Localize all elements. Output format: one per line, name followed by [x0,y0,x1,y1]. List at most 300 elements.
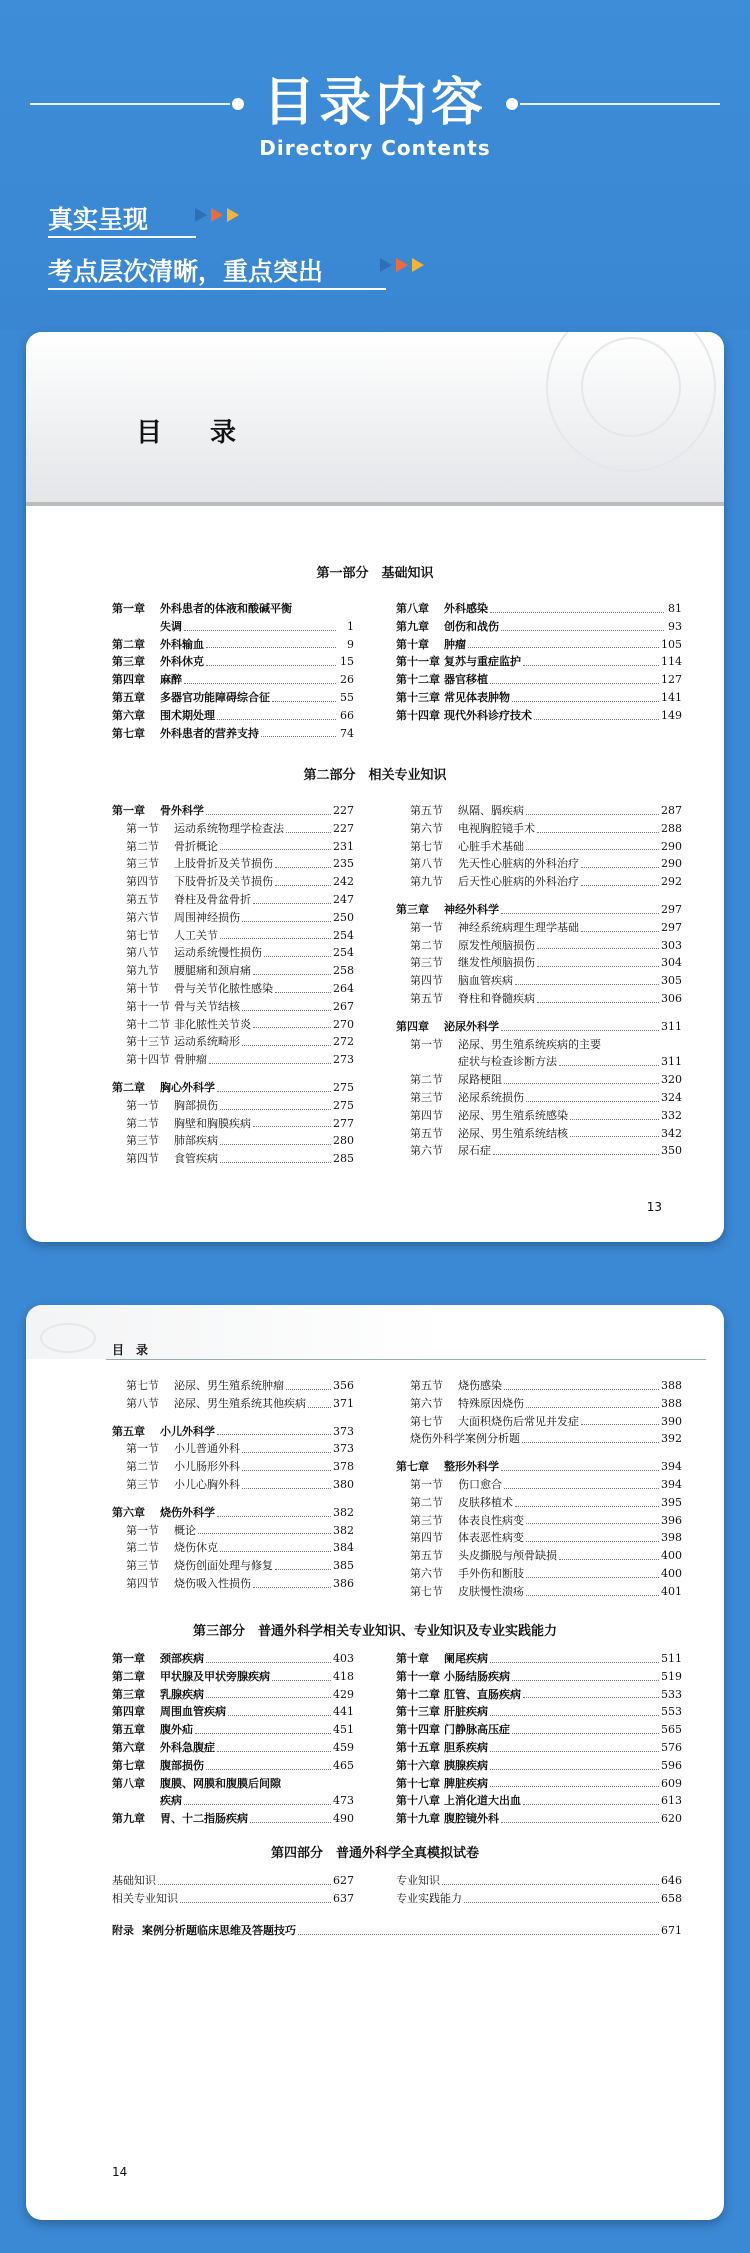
section-entry [112,1575,354,1593]
entry-title: 泌尿、男生殖系统其他疾病 [174,1396,306,1410]
toc-entry [112,1703,354,1721]
page-ref: 403 [333,1652,354,1665]
page-subtitle: Directory Contents [259,136,491,160]
section-number: 第一节 [410,1477,443,1491]
page-ref: 285 [333,1152,354,1166]
entry-title: 原发性颅脑损伤 [458,938,535,952]
chapter-title: 肝脏疾病 [444,1705,488,1719]
part-3-left-column [112,1650,354,1828]
entry-text [126,855,273,873]
toc-entry [112,1775,354,1793]
entry-title: 小儿心胸外科 [174,1477,240,1491]
entry-title: 专业知识 [396,1874,440,1887]
entry-title: 手外伤和断肢 [458,1566,524,1580]
page-ref: 373 [333,1442,354,1456]
entry-text [112,707,215,725]
page-ref: 390 [661,1414,682,1428]
entry-title: 皮肤慢性溃疡 [458,1584,524,1598]
leader-dots [242,1488,331,1489]
entry-title: 烧伤感染 [458,1379,502,1392]
section-entry [396,1529,682,1547]
page-ref: 441 [333,1705,354,1719]
chapter-entry [396,1018,682,1036]
part-4-right-column [396,1872,682,1908]
entry-text [126,927,218,945]
section-entry [112,1522,354,1540]
entry-text [112,1775,281,1793]
page-ref: 305 [661,974,682,988]
entry-text [126,1539,218,1557]
header-divider [106,1359,706,1360]
section-number: 第二节 [126,839,159,853]
page-ref: 385 [333,1559,354,1573]
entry-title: 运动系统慢性损伤 [174,946,262,960]
chapter-number: 第五章 [112,690,145,704]
chapter-title: 现代外科诊疗技术 [444,708,532,722]
chapter-number: 第十八章 [396,1794,440,1808]
appendix-entry [112,1922,682,1940]
entry-text [126,1016,251,1034]
chapter-number: 第十六章 [396,1758,440,1772]
leader-dots [253,1027,331,1028]
page-ref: 378 [333,1460,354,1474]
section-entry [112,909,354,927]
page-ref: 627 [333,1874,354,1887]
appendix-title: 案例分析题临床思维及答题技巧 [142,1924,296,1937]
entry-text [410,1125,568,1143]
page-ref: 297 [661,902,682,916]
section-entry [396,1089,682,1107]
section-entry [396,1071,682,1089]
chapter-title: 外科休克 [160,655,204,669]
section-entry [112,980,354,998]
section-number: 第三节 [126,1134,159,1148]
section-number: 第三节 [410,1513,443,1527]
section-entry [396,1395,682,1413]
entry-title: 运动系统畸形 [174,1035,240,1049]
leader-dots [468,647,659,648]
leader-dots [490,1715,659,1716]
chapter-number: 第二章 [112,1669,145,1683]
entry-text [126,1051,207,1069]
entry-title: 小儿外科学 [160,1424,215,1438]
leader-dots [242,1045,331,1046]
section-number: 第一节 [410,1037,443,1051]
entry-text [112,1757,204,1775]
page-ref: 395 [661,1495,682,1509]
section-entry [396,937,682,955]
entry-text [112,636,204,654]
toc-entry [396,671,682,689]
toc-entry [112,618,354,636]
page-ref: 613 [661,1794,682,1808]
section-number: 第二节 [410,938,443,952]
entry-text [410,1142,491,1160]
page-ref: 451 [333,1723,354,1737]
section-entry [112,998,354,1016]
arrow-icon [380,258,392,272]
section-number: 第一节 [126,1523,159,1537]
entry-title: 后天性心脏病的外科治疗 [458,875,579,889]
entry-title: 特殊原因烧伤 [458,1396,524,1410]
section-number: 第二节 [410,1495,443,1509]
chapter-title: 胆系疾病 [444,1740,488,1754]
page-ref: 646 [661,1874,682,1887]
page-ref: 273 [333,1053,354,1067]
leader-dots [217,1091,331,1092]
section-entry [396,1413,682,1431]
leader-dots [275,1569,331,1570]
section-number: 第五节 [410,991,443,1005]
chapter-number: 第四章 [396,1019,429,1033]
section-entry [396,1430,682,1448]
section-number: 第二节 [410,1073,443,1087]
chapter-number: 第九章 [396,619,429,633]
section-number: 第七节 [126,928,159,942]
section-number: 第九节 [410,875,443,889]
entry-text [126,962,251,980]
leader-dots [250,1822,331,1823]
section-entry [112,1016,354,1034]
entry-text [126,1115,251,1133]
page-ref: 275 [333,1098,354,1112]
page-ref: 382 [333,1523,354,1537]
page-ref: 386 [333,1576,354,1590]
chapter-number: 第十二章 [396,1687,440,1701]
chapter-number: 第四章 [112,1705,145,1719]
entry-text [396,636,466,654]
chapter-title: 外科患者的营养支持 [160,726,259,740]
leader-dots [220,938,331,939]
toc-entry [112,1650,354,1668]
entry-text [126,891,251,909]
page-ref: 320 [661,1073,682,1087]
section-entry [396,1565,682,1583]
leader-dots [286,1389,331,1390]
entry-title: 专业实践能力 [396,1891,462,1905]
toc-entry [396,1872,682,1890]
toc-entry [396,1810,682,1828]
leader-dots [490,1662,659,1663]
entry-text [112,1721,193,1739]
section-entry [112,1395,354,1413]
leader-dots [559,1559,659,1560]
chapter-number: 第四章 [112,673,145,687]
entry-title: 继发性颅脑损伤 [458,956,535,970]
page-ref: 290 [661,839,682,853]
appendix-row [112,1922,682,1940]
chapter-number: 第六章 [112,1740,145,1754]
leader-dots [559,1065,659,1066]
page-ref: 287 [661,804,682,817]
decor-logo-inner [581,337,681,437]
chapter-title: 周围血管疾病 [160,1705,226,1719]
spacer [112,1069,354,1079]
page-ref: 490 [333,1812,354,1826]
entry-text [410,1547,557,1565]
chapter-title: 多器官功能障碍综合征 [160,690,270,704]
page-ref: 277 [333,1116,354,1130]
chapter-number: 第十七章 [396,1776,440,1790]
chapter-number: 第三章 [112,1687,145,1701]
page-ref: 519 [661,1669,682,1683]
entry-text [396,689,510,707]
page-ref: 658 [661,1891,682,1905]
page-14-right-column [396,1377,682,1601]
leader-dots [581,1424,659,1425]
leader-dots [490,683,659,684]
page-ref: 388 [661,1396,682,1410]
part-2-right-column [396,802,682,1160]
toc-heading-char: 录 [210,418,237,448]
entry-text [396,1792,521,1810]
chapter-title: 常见体表肿物 [444,690,510,704]
leader-dots [184,630,336,631]
page-ref: 418 [333,1669,354,1683]
entry-title: 烧伤吸入性损伤 [174,1576,251,1590]
page-ref: 55 [340,690,354,704]
section-number: 第三节 [126,1477,159,1491]
entry-title: 概论 [174,1523,196,1537]
section-number: 第十四节 [126,1053,170,1067]
leader-dots [570,1119,659,1120]
entry-text [396,1018,499,1036]
leader-dots [217,1751,331,1752]
page-ref: 1 [347,619,354,633]
entry-title: 泌尿、男生殖系统感染 [458,1108,568,1122]
leader-dots [570,1136,659,1137]
entry-text [410,838,524,856]
chapter-number: 第一章 [112,602,145,615]
page-ref: 254 [333,928,354,942]
leader-dots [206,1662,331,1663]
page-ref: 288 [661,821,682,835]
page-ref: 429 [333,1687,354,1701]
section-number: 第四节 [410,974,443,988]
section-number: 第五节 [126,892,159,906]
section-number: 第四节 [410,1531,443,1545]
entry-text [410,1413,579,1431]
leader-dots [504,1389,659,1390]
entry-title: 泌尿、男生殖系统疾病的主要 [458,1037,601,1051]
chapter-title: 肛管、直肠疾病 [444,1687,521,1701]
part-1-left-column [112,600,354,742]
chapter-title: 胰腺疾病 [444,1758,488,1772]
section-number: 第十三节 [126,1035,170,1049]
entry-text [112,1810,248,1828]
page-ref: 392 [661,1432,682,1446]
chapter-number: 第十九章 [396,1812,440,1826]
page-ref: 74 [340,726,354,740]
entry-text [410,1089,524,1107]
entry-text [396,1757,488,1775]
entry-title: 烧伤创面处理与修复 [174,1559,273,1573]
section-number: 第七节 [126,1379,159,1392]
entry-title: 胸部损伤 [174,1098,218,1112]
entry-text [126,980,273,998]
chapter-number: 第七章 [112,726,145,740]
entry-text [458,1053,557,1071]
toc-entry [112,1721,354,1739]
entry-text [126,1377,284,1395]
toc-entry [396,600,682,618]
entry-text [112,1739,215,1757]
section-entry [396,954,682,972]
chapter-number: 第三章 [112,655,145,669]
leader-dots [526,1577,659,1578]
chapter-number: 第七章 [396,1460,429,1474]
entry-text [396,653,521,671]
page-ref: 235 [333,857,354,871]
entry-title: 烧伤休克 [174,1541,218,1555]
section-entry [112,1115,354,1133]
leader-dots [242,1010,331,1011]
leader-dots [501,1470,659,1471]
page-ref: 114 [661,655,682,669]
entry-text [396,1458,499,1476]
leader-dots [272,1680,331,1681]
section-number: 第五节 [410,1379,443,1392]
section-number: 第一节 [126,821,159,835]
leader-dots [512,1733,659,1734]
toc-entry [112,1792,354,1810]
entry-title: 先天性心脏病的外科治疗 [458,857,579,871]
entry-text [410,1512,524,1530]
section-entry [112,1097,354,1115]
toc-entry [396,1890,682,1908]
entry-title: 体表良性病变 [458,1513,524,1527]
entry-text [396,671,488,689]
section-number: 第四节 [410,1108,443,1122]
page-ref: 394 [661,1477,682,1491]
chapter-number: 第三章 [396,902,429,916]
section-entry [396,1036,682,1054]
entry-text [396,901,499,919]
entry-text [112,1703,226,1721]
section-entry [396,919,682,937]
entry-text [410,1430,520,1448]
spacer [396,891,682,901]
part-3-right-column [396,1650,682,1828]
entry-text [396,1668,510,1686]
toc-entry [112,1668,354,1686]
toc-entry [396,1703,682,1721]
entry-text [410,972,513,990]
entry-text [126,1395,306,1413]
part-1-right-column [396,600,682,725]
entry-text [410,1377,502,1395]
page-ref: 373 [333,1424,354,1438]
leader-dots [220,1162,331,1163]
chapter-title: 创伤和战伤 [444,619,499,633]
section-number: 第六节 [126,910,159,924]
section-entry [396,855,682,873]
leader-dots [286,832,331,833]
section-number: 第五节 [410,804,443,817]
page-ref: 380 [333,1477,354,1491]
leader-dots [272,701,336,702]
chapter-title: 外科输血 [160,637,204,651]
leader-dots [228,1715,331,1716]
entry-text [112,725,259,743]
chapter-entry [396,1458,682,1476]
page-ref: 311 [661,1019,682,1033]
leader-dots [512,1680,659,1681]
leader-dots [493,1154,659,1155]
arrow-icon [396,258,408,272]
page-ref: 459 [333,1740,354,1754]
spacer [396,1008,682,1018]
chapter-title: 疾病 [160,1794,182,1808]
section-entry [396,873,682,891]
leader-dots [534,719,659,720]
leader-dots [526,1595,659,1596]
entry-text [126,1575,251,1593]
entry-text [112,1686,204,1704]
leader-dots [217,1516,331,1517]
entry-title: 人工关节 [174,928,218,942]
leader-dots [523,1804,659,1805]
section-entry [112,1051,354,1069]
tag-clear-underline [48,288,386,290]
page-ref: 303 [661,938,682,952]
page-ref: 66 [340,708,354,722]
part-2-left-column [112,802,354,1168]
page-number: 14 [112,2165,128,2179]
entry-text [112,653,204,671]
page-ref: 384 [333,1541,354,1555]
section-entry [396,1476,682,1494]
entry-title: 纵隔、膈疾病 [458,804,524,817]
section-entry [396,1494,682,1512]
chapter-title: 外科患者的体液和酸碱平衡 [160,602,292,615]
chapter-title: 失调 [160,619,182,633]
chapter-number: 第一章 [112,804,145,817]
page-ref: 141 [661,690,682,704]
leader-dots [523,1697,659,1698]
toc-entry [112,725,354,743]
section-entry [396,1142,682,1160]
page-ref: 637 [333,1891,354,1905]
leader-dots [490,1769,659,1770]
chapter-entry [396,901,682,919]
entry-text [410,1476,502,1494]
section-entry [396,820,682,838]
section-entry [396,802,682,820]
section-number: 第七节 [410,1414,443,1428]
tag-real: 真实呈现 [48,205,149,234]
part-3-title: 第三部分 普通外科学相关专业知识、专业知识及专业实践能力 [192,1624,557,1639]
entry-text [126,1440,240,1458]
arrow-icon [227,208,239,222]
section-number: 第七节 [410,839,443,853]
chapter-number: 第十四章 [396,1723,440,1737]
section-entry [396,1583,682,1601]
entry-text [410,1107,568,1125]
header-banner [0,0,750,330]
entry-text [112,802,204,820]
toc-entry [112,600,354,618]
spacer [112,1413,354,1423]
page-ref: 242 [333,875,354,889]
page-ref: 324 [661,1090,682,1104]
chapter-number: 第五章 [112,1723,145,1737]
entry-text [410,802,524,820]
chapter-number: 第八章 [112,1776,145,1790]
section-number: 第四节 [126,1576,159,1590]
entry-title: 周围神经损伤 [174,910,240,924]
section-entry [396,1547,682,1565]
